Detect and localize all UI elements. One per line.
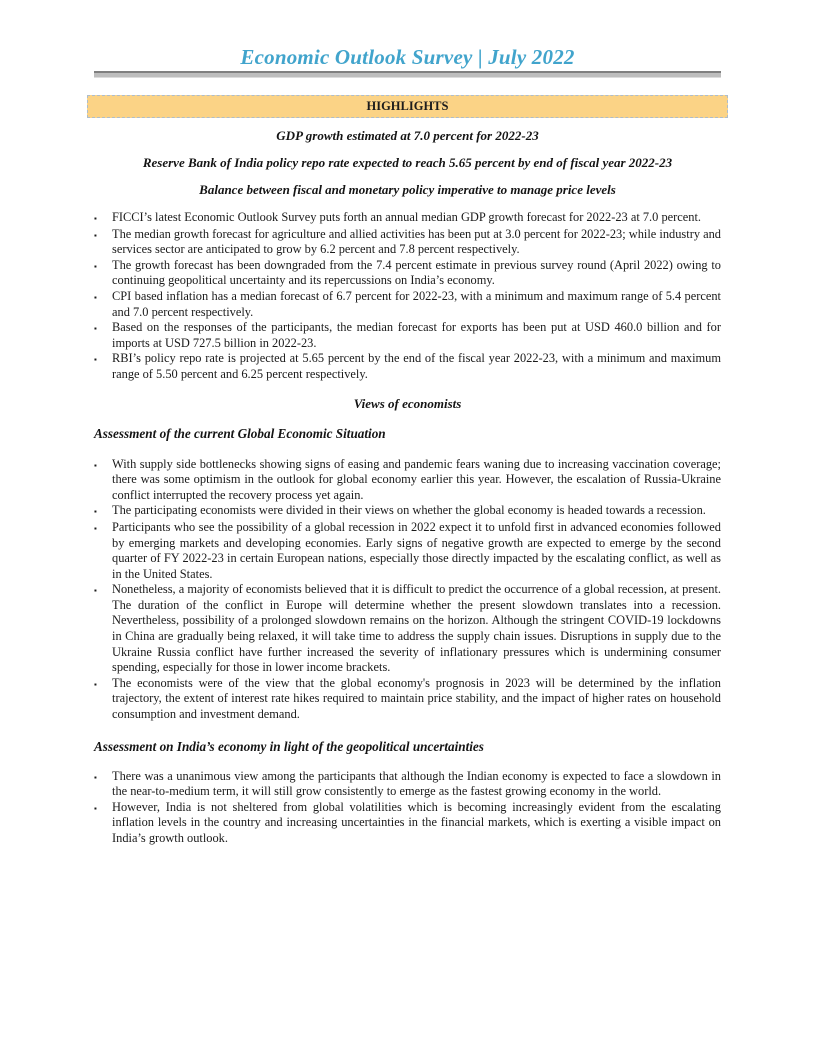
list-item: [94, 227, 721, 258]
india-assessment-list: [94, 769, 721, 847]
title-divider: [94, 71, 721, 78]
list-item: [94, 800, 721, 847]
list-item: [94, 320, 721, 351]
list-item-text: The participating economists were divided in their views on whether the global economy is headed towards a recession.: [112, 503, 706, 518]
square-bullet-icon: ▪: [94, 772, 97, 782]
list-item: [94, 520, 721, 582]
global-assessment-heading: Assessment of the current Global Economic Situation: [94, 425, 386, 441]
list-item-text: The growth forecast has been downgraded from the 7.4 percent estimate in previous survey round (April 2022) owing to continuing geopolitical uncertainty and its repercussions on India’s economy.: [112, 257, 721, 288]
square-bullet-icon: ▪: [94, 230, 97, 240]
views-of-economists-heading: Views of economists: [353, 395, 462, 411]
highlights-banner: HIGHLIGHTS: [87, 95, 728, 118]
square-bullet-icon: ▪: [94, 803, 97, 813]
list-item-text: Participants who see the possibility of a global recession in 2022 expect it to unfold first in advanced economies followed by emerging markets and developing economies. Early signs of negative growth are expected to emerge by the second quarter of FY 2022-23 in certain European nations, especially those directly impacted by the escalating conflict, as well as in the United States.: [112, 519, 721, 581]
list-item: [94, 457, 721, 504]
square-bullet-icon: ▪: [94, 261, 97, 271]
key-points-list: [94, 210, 721, 383]
list-item: [94, 210, 721, 227]
square-bullet-icon: ▪: [94, 460, 97, 470]
square-bullet-icon: ▪: [94, 523, 97, 533]
document-page: [94, 0, 721, 847]
square-bullet-icon: ▪: [94, 214, 97, 223]
square-bullet-icon: ▪: [94, 292, 97, 302]
page-title: Economic Outlook Survey | July 2022: [240, 45, 575, 69]
list-item-text: FICCI’s latest Economic Outlook Survey puts forth an annual median GDP growth forecast for 2022-23 at 7.0 percent.: [112, 210, 702, 224]
list-item-text: There was a unanimous view among the participants that although the Indian economy is expected to face a slowdown in the near-to-medium term, it will still grow consistently to emerge as the fastest growing economy in the world.: [112, 768, 721, 799]
list-item-text: With supply side bottlenecks showing signs of easing and pandemic fears waning due to increasing vaccination coverage; there was some optimism in the outlook for global economy earlier this year. However, the escalation of Russia-Ukraine conflict interrupted the recovery process yet again.: [112, 456, 721, 502]
list-item-text: RBI’s policy repo rate is projected at 5.65 percent by the end of the fiscal year 2022-23, with a minimum and maximum range of 5.50 percent and 6.25 percent respectively.: [112, 351, 721, 381]
square-bullet-icon: ▪: [94, 324, 97, 334]
list-item: [94, 351, 721, 382]
list-item-text: CPI based inflation has a median forecast of 6.7 percent for 2022-23, with a minimum and maximum range of 5.4 percent and 7.0 percent respectively.: [112, 288, 721, 319]
list-item-text: The economists were of the view that the global economy's prognosis in 2023 will be determined by the inflation trajectory, the extent of interest rate hikes required to maintain price stability, and the impact of higher rates on household consumption and investment demand.: [112, 675, 721, 722]
headline-gdp: GDP growth estimated at 7.0 percent for 2022-23: [276, 128, 539, 143]
square-bullet-icon: ▪: [94, 679, 97, 689]
list-item-text: Based on the responses of the participants, the median forecast for exports has been put at USD 460.0 billion and for imports at USD 727.5 billion in 2022-23.: [112, 320, 721, 350]
list-item: [94, 769, 721, 800]
list-item: [94, 289, 721, 320]
headline-repo-rate: Reserve Bank of India policy repo rate expected to reach 5.65 percent by end of fiscal year 2022-23: [142, 155, 673, 170]
square-bullet-icon: ▪: [94, 355, 97, 365]
square-bullet-icon: ▪: [94, 586, 97, 596]
headline-policy-balance: Balance between fiscal and monetary policy imperative to manage price levels: [199, 182, 616, 197]
list-item: [94, 582, 721, 676]
square-bullet-icon: ▪: [94, 507, 97, 517]
list-item-text: The median growth forecast for agriculture and allied activities has been put at 3.0 percent for 2022-23; while industry and services sector are anticipated to grow by 6.2 percent and 7.8 percent respectively.: [112, 226, 722, 257]
india-assessment-heading: Assessment on India’s economy in light of the geopolitical uncertainties: [94, 738, 484, 754]
list-item-text: However, India is not sheltered from global volatilities which is becoming increasingly evident from the escalating inflation levels in the country and increasing uncertainties in the financial markets, which is exerting a visible impact on India’s growth outlook.: [112, 799, 721, 845]
global-assessment-list: [94, 457, 721, 723]
list-item: [94, 258, 721, 289]
list-item: [94, 503, 721, 520]
list-item: [94, 676, 721, 723]
list-item-text: Nonetheless, a majority of economists believed that it is difficult to predict the occurrence of a global recession, at present. The duration of the conflict in Europe will determine whether the present slowdown translates into a recession. Nevertheless, possibility of a prolonged slowdown remains on the horizon. Although the stringent COVID-19 lockdowns in China are gradually being relaxed, it will take time to address the supply chain issues. Disruptions in supply due to the Ukraine Russia conflict have further increased the severity of inflationary pressures which is undermining consumer spending, especially for those in lower income brackets.: [112, 582, 721, 675]
